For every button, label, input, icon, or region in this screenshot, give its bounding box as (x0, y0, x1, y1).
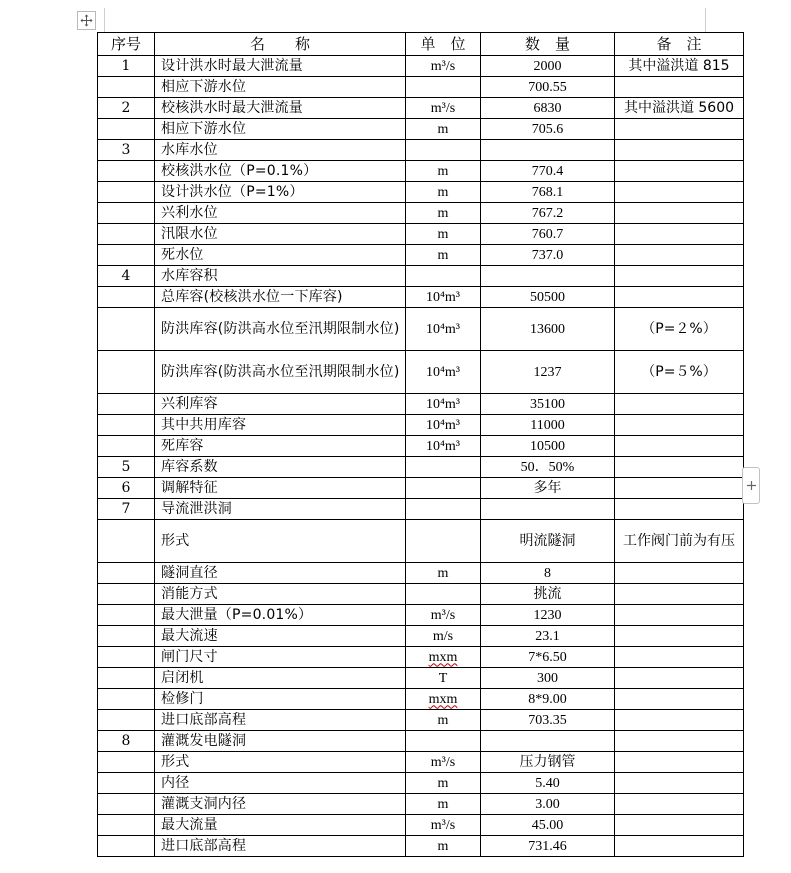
row-note (615, 668, 744, 689)
row-qty: 8 (481, 563, 615, 584)
table-row (98, 224, 744, 245)
row-qty: 768.1 (481, 182, 615, 203)
row-seq: 2 (98, 98, 155, 119)
header-note: 备 注 (615, 33, 744, 56)
row-qty: 10500 (481, 436, 615, 457)
row-seq: 5 (98, 457, 155, 478)
row-qty (481, 731, 615, 752)
row-unit (406, 731, 481, 752)
row-unit (406, 140, 481, 161)
row-note (615, 245, 744, 266)
row-seq (98, 815, 155, 836)
row-seq (98, 626, 155, 647)
row-name: 其中共用库容 (155, 415, 406, 436)
spellcheck-flag: mxm (428, 691, 458, 707)
row-name: 兴利水位 (155, 203, 406, 224)
row-name: 死库容 (155, 436, 406, 457)
table-row (98, 119, 744, 140)
table-row (98, 56, 744, 77)
row-note (615, 647, 744, 668)
row-seq (98, 752, 155, 773)
row-seq (98, 119, 155, 140)
page-corner-mark-left (104, 8, 105, 32)
row-qty: 5.40 (481, 773, 615, 794)
table-row (98, 794, 744, 815)
row-note (615, 203, 744, 224)
row-note (615, 773, 744, 794)
row-name: 总库容(校核洪水位一下库容) (155, 287, 406, 308)
row-name: 最大流速 (155, 626, 406, 647)
table-row (98, 77, 744, 98)
row-unit: m³/s (406, 752, 481, 773)
table-row (98, 478, 744, 499)
table-row (98, 161, 744, 182)
header-qty: 数 量 (481, 33, 615, 56)
row-name: 调解特征 (155, 478, 406, 499)
row-unit: m (406, 245, 481, 266)
header-name: 名 称 (155, 33, 406, 56)
row-unit: m/s (406, 626, 481, 647)
table-row (98, 689, 744, 710)
row-name: 防洪库容(防洪高水位至汛期限制水位) (155, 308, 406, 351)
row-qty: 明流隧洞 (481, 520, 615, 563)
row-qty: 11000 (481, 415, 615, 436)
page-corner-mark-right (705, 8, 706, 32)
row-note (615, 77, 744, 98)
row-note (615, 815, 744, 836)
table-row (98, 436, 744, 457)
row-name: 相应下游水位 (155, 119, 406, 140)
row-unit: 10⁴m³ (406, 394, 481, 415)
row-note (615, 752, 744, 773)
row-note (615, 287, 744, 308)
table-move-handle[interactable] (77, 11, 96, 30)
row-note: （P=５%） (615, 351, 744, 394)
row-unit: m (406, 161, 481, 182)
row-name: 最大泄量（P=0.01%） (155, 605, 406, 626)
row-qty: 8*9.00 (481, 689, 615, 710)
row-name: 闸门尺寸 (155, 647, 406, 668)
row-note: 其中溢洪道 815 (615, 56, 744, 77)
row-name: 相应下游水位 (155, 77, 406, 98)
row-note (615, 478, 744, 499)
row-note (615, 584, 744, 605)
row-qty (481, 499, 615, 520)
table-row (98, 266, 744, 287)
row-note (615, 266, 744, 287)
table-row (98, 773, 744, 794)
table-row (98, 499, 744, 520)
row-name: 消能方式 (155, 584, 406, 605)
table-row (98, 394, 744, 415)
row-unit: m (406, 563, 481, 584)
row-qty: 50500 (481, 287, 615, 308)
row-note (615, 836, 744, 857)
row-seq: 6 (98, 478, 155, 499)
row-seq (98, 308, 155, 351)
row-note (615, 794, 744, 815)
row-name: 设计洪水位（P=1%） (155, 182, 406, 203)
row-unit: m³/s (406, 605, 481, 626)
row-qty: 50．50% (481, 457, 615, 478)
row-qty: 705.6 (481, 119, 615, 140)
table-row (98, 836, 744, 857)
row-qty: 1237 (481, 351, 615, 394)
row-name: 形式 (155, 752, 406, 773)
table-row (98, 351, 744, 394)
row-name: 隧洞直径 (155, 563, 406, 584)
row-name: 灌溉发电隧洞 (155, 731, 406, 752)
row-name: 导流泄洪洞 (155, 499, 406, 520)
table-row (98, 203, 744, 224)
table-row (98, 815, 744, 836)
row-unit (406, 647, 481, 668)
row-qty: 731.46 (481, 836, 615, 857)
row-name: 校核洪水时最大泄流量 (155, 98, 406, 119)
row-unit: m³/s (406, 815, 481, 836)
table-row (98, 584, 744, 605)
row-unit: m³/s (406, 56, 481, 77)
row-unit: T (406, 668, 481, 689)
row-name: 校核洪水位（P=0.1%） (155, 161, 406, 182)
row-seq (98, 182, 155, 203)
row-qty: 2000 (481, 56, 615, 77)
row-name: 形式 (155, 520, 406, 563)
row-name: 水库容积 (155, 266, 406, 287)
row-qty: 770.4 (481, 161, 615, 182)
row-note: （P=２%） (615, 308, 744, 351)
row-unit (406, 478, 481, 499)
row-seq: 1 (98, 56, 155, 77)
row-seq: 4 (98, 266, 155, 287)
row-name: 内径 (155, 773, 406, 794)
row-name: 防洪库容(防洪高水位至汛期限制水位) (155, 351, 406, 394)
row-unit: m (406, 224, 481, 245)
row-seq (98, 710, 155, 731)
table-row (98, 308, 744, 351)
row-note (615, 731, 744, 752)
row-unit: m (406, 836, 481, 857)
row-unit (406, 689, 481, 710)
row-qty: 45.00 (481, 815, 615, 836)
table-row (98, 563, 744, 584)
row-qty: 760.7 (481, 224, 615, 245)
row-unit: 10⁴m³ (406, 415, 481, 436)
table-row (98, 731, 744, 752)
row-note (615, 499, 744, 520)
row-seq: 8 (98, 731, 155, 752)
table-row (98, 668, 744, 689)
row-unit: m (406, 119, 481, 140)
row-seq (98, 605, 155, 626)
row-unit: m³/s (406, 98, 481, 119)
row-seq (98, 436, 155, 457)
row-seq (98, 245, 155, 266)
row-name: 死水位 (155, 245, 406, 266)
table-row (98, 520, 744, 563)
row-name: 兴利库容 (155, 394, 406, 415)
row-unit: m (406, 773, 481, 794)
table-row (98, 752, 744, 773)
table-row (98, 287, 744, 308)
row-seq: 7 (98, 499, 155, 520)
row-note: 工作阀门前为有压 (615, 520, 744, 563)
row-unit: 10⁴m³ (406, 351, 481, 394)
add-column-button[interactable] (742, 467, 760, 504)
row-unit: 10⁴m³ (406, 287, 481, 308)
row-qty: 13600 (481, 308, 615, 351)
row-unit: 10⁴m³ (406, 436, 481, 457)
row-unit (406, 499, 481, 520)
row-qty: 703.35 (481, 710, 615, 731)
row-name: 库容系数 (155, 457, 406, 478)
row-seq (98, 836, 155, 857)
row-seq (98, 794, 155, 815)
row-name: 灌溉支洞内径 (155, 794, 406, 815)
row-seq (98, 415, 155, 436)
row-note (615, 436, 744, 457)
move-icon (80, 14, 93, 27)
row-unit: m (406, 794, 481, 815)
row-seq (98, 161, 155, 182)
row-seq (98, 647, 155, 668)
row-seq: 3 (98, 140, 155, 161)
row-seq (98, 77, 155, 98)
row-unit (406, 584, 481, 605)
row-unit: m (406, 182, 481, 203)
row-qty: 1230 (481, 605, 615, 626)
row-qty: 6830 (481, 98, 615, 119)
row-name: 进口底部高程 (155, 710, 406, 731)
row-note: 其中溢洪道 5600 (615, 98, 744, 119)
row-seq (98, 563, 155, 584)
row-qty (481, 266, 615, 287)
row-qty: 多年 (481, 478, 615, 499)
row-name: 汛限水位 (155, 224, 406, 245)
row-note (615, 605, 744, 626)
row-qty: 3.00 (481, 794, 615, 815)
header-unit: 单 位 (406, 33, 481, 56)
row-unit (406, 77, 481, 98)
table-row (98, 647, 744, 668)
row-qty: 23.1 (481, 626, 615, 647)
row-name: 进口底部高程 (155, 836, 406, 857)
row-name: 启闭机 (155, 668, 406, 689)
plus-icon (747, 481, 756, 490)
row-name: 检修门 (155, 689, 406, 710)
row-seq (98, 287, 155, 308)
row-name: 水库水位 (155, 140, 406, 161)
row-qty: 737.0 (481, 245, 615, 266)
row-unit: m (406, 710, 481, 731)
row-qty: 7*6.50 (481, 647, 615, 668)
row-seq (98, 203, 155, 224)
table-row (98, 415, 744, 436)
table-row (98, 245, 744, 266)
table-row (98, 140, 744, 161)
row-note (615, 415, 744, 436)
table-row (98, 605, 744, 626)
row-seq (98, 773, 155, 794)
row-unit (406, 266, 481, 287)
row-seq (98, 520, 155, 563)
row-note (615, 140, 744, 161)
row-note (615, 563, 744, 584)
row-note (615, 161, 744, 182)
row-qty: 压力钢管 (481, 752, 615, 773)
row-note (615, 394, 744, 415)
spellcheck-flag: mxm (428, 649, 458, 665)
row-seq (98, 224, 155, 245)
header-seq: 序号 (98, 33, 155, 56)
row-seq (98, 394, 155, 415)
row-qty: 300 (481, 668, 615, 689)
row-note (615, 710, 744, 731)
row-unit (406, 457, 481, 478)
row-qty: 挑流 (481, 584, 615, 605)
table-row (98, 98, 744, 119)
table-row (98, 182, 744, 203)
row-unit (406, 520, 481, 563)
row-seq (98, 689, 155, 710)
row-qty: 767.2 (481, 203, 615, 224)
table-row (98, 457, 744, 478)
row-seq (98, 351, 155, 394)
row-unit: m (406, 203, 481, 224)
row-seq (98, 584, 155, 605)
table-header-row (98, 33, 744, 56)
row-note (615, 457, 744, 478)
table-row (98, 710, 744, 731)
row-qty (481, 140, 615, 161)
row-name: 最大流量 (155, 815, 406, 836)
row-unit: 10⁴m³ (406, 308, 481, 351)
reservoir-spec-table (97, 32, 744, 857)
row-note (615, 224, 744, 245)
row-note (615, 182, 744, 203)
row-note (615, 626, 744, 647)
row-name: 设计洪水时最大泄流量 (155, 56, 406, 77)
table-row (98, 626, 744, 647)
row-note (615, 119, 744, 140)
row-seq (98, 668, 155, 689)
row-qty: 700.55 (481, 77, 615, 98)
row-qty: 35100 (481, 394, 615, 415)
row-note (615, 689, 744, 710)
